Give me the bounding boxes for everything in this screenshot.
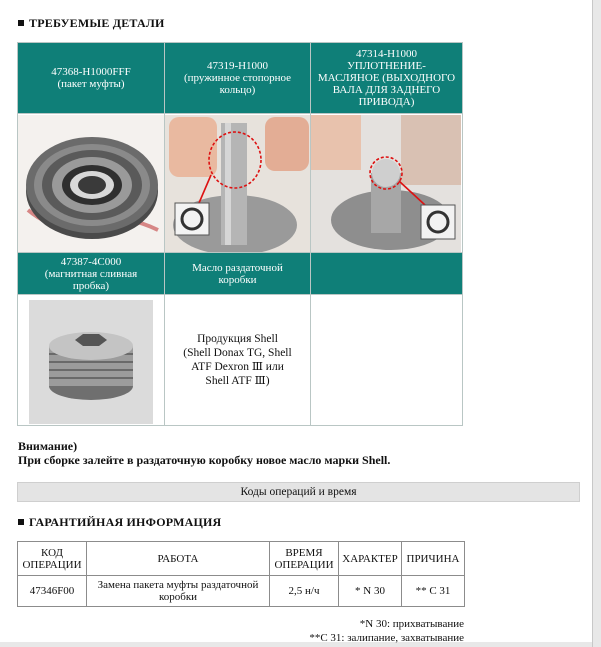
part-description: (магнитная сливная пробка) (44, 267, 138, 292)
clutch-pack-photo-cell (18, 114, 165, 253)
header-character: ХАРАКТЕР (339, 542, 402, 576)
part-header-oil-seal (311, 43, 463, 114)
drain-plug-photo-cell (18, 295, 165, 426)
part-description: (пружинное стопорное кольцо) (183, 72, 292, 96)
cell-operation-code: 47346F00 (18, 576, 87, 607)
footnote-c31: **C 31: залипание, захватывание (309, 632, 464, 644)
part-number: 47319-H1000 (206, 60, 269, 72)
parts-section-title: ТРЕБУЕМЫЕ ДЕТАЛИ (18, 16, 165, 31)
oil-product-text: Продукция Shell (Shell Donax TG, Shell ATF Dexron Ⅲ или Shell ATF Ⅲ) (183, 333, 292, 387)
part-description: УПЛОТНЕНИЕ- МАСЛЯНОЕ (ВЫХОДНОГО ВАЛА ДЛЯ ЗАДНЕГО ПРИВОДА) (317, 60, 456, 108)
snap-ring-photo-cell (165, 114, 311, 253)
cell-character: * N 30 (339, 576, 402, 607)
parts-table (17, 42, 463, 426)
header-operation-code: КОД ОПЕРАЦИИ (18, 542, 87, 576)
oil-seal-photo (311, 115, 461, 252)
header-work: РАБОТА (87, 542, 270, 576)
clutch-pack-photo (18, 115, 164, 252)
square-bullet-icon (18, 519, 24, 525)
part-number: 47314-H1000 (355, 48, 418, 60)
footnote-n30: *N 30: прихватывание (359, 618, 464, 630)
snap-ring-photo (165, 115, 310, 252)
warranty-section-title: ГАРАНТИЙНАЯ ИНФОРМАЦИЯ (18, 515, 221, 530)
part-header-clutch-pack (18, 43, 165, 114)
attention-heading: Внимание) (18, 439, 78, 453)
part-description: (пакет муфты) (57, 78, 125, 90)
warranty-table (17, 541, 465, 607)
part-header-drain-plug (18, 253, 165, 295)
part-header-snap-ring (165, 43, 311, 114)
operations-bar: Коды операций и время (17, 482, 580, 502)
part-header-transfer-oil (165, 253, 311, 295)
attention-note (18, 439, 390, 467)
part-description: Масло раздаточной коробки (192, 261, 283, 286)
page-bottom-edge (0, 642, 592, 647)
part-number: 47368-H1000FFF (51, 66, 131, 78)
cell-work: Замена пакета муфты раздаточной коробки (87, 576, 270, 607)
header-operation-time: ВРЕМЯ ОПЕРАЦИИ (270, 542, 339, 576)
cell-operation-time: 2,5 н/ч (270, 576, 339, 607)
part-header-empty (311, 253, 463, 295)
empty-photo-cell (311, 295, 463, 426)
square-bullet-icon (18, 20, 24, 26)
oil-seal-photo-cell (311, 114, 463, 253)
header-cause: ПРИЧИНА (402, 542, 465, 576)
cell-cause: ** C 31 (402, 576, 465, 607)
footnotes (309, 617, 464, 645)
attention-text: При сборке залейте в раздаточную коробку новое масло марки Shell. (18, 453, 391, 467)
part-number: 47387-4C000 (60, 255, 122, 268)
page-right-edge (592, 0, 601, 647)
oil-product-cell (165, 295, 311, 426)
drain-plug-photo (29, 300, 153, 424)
